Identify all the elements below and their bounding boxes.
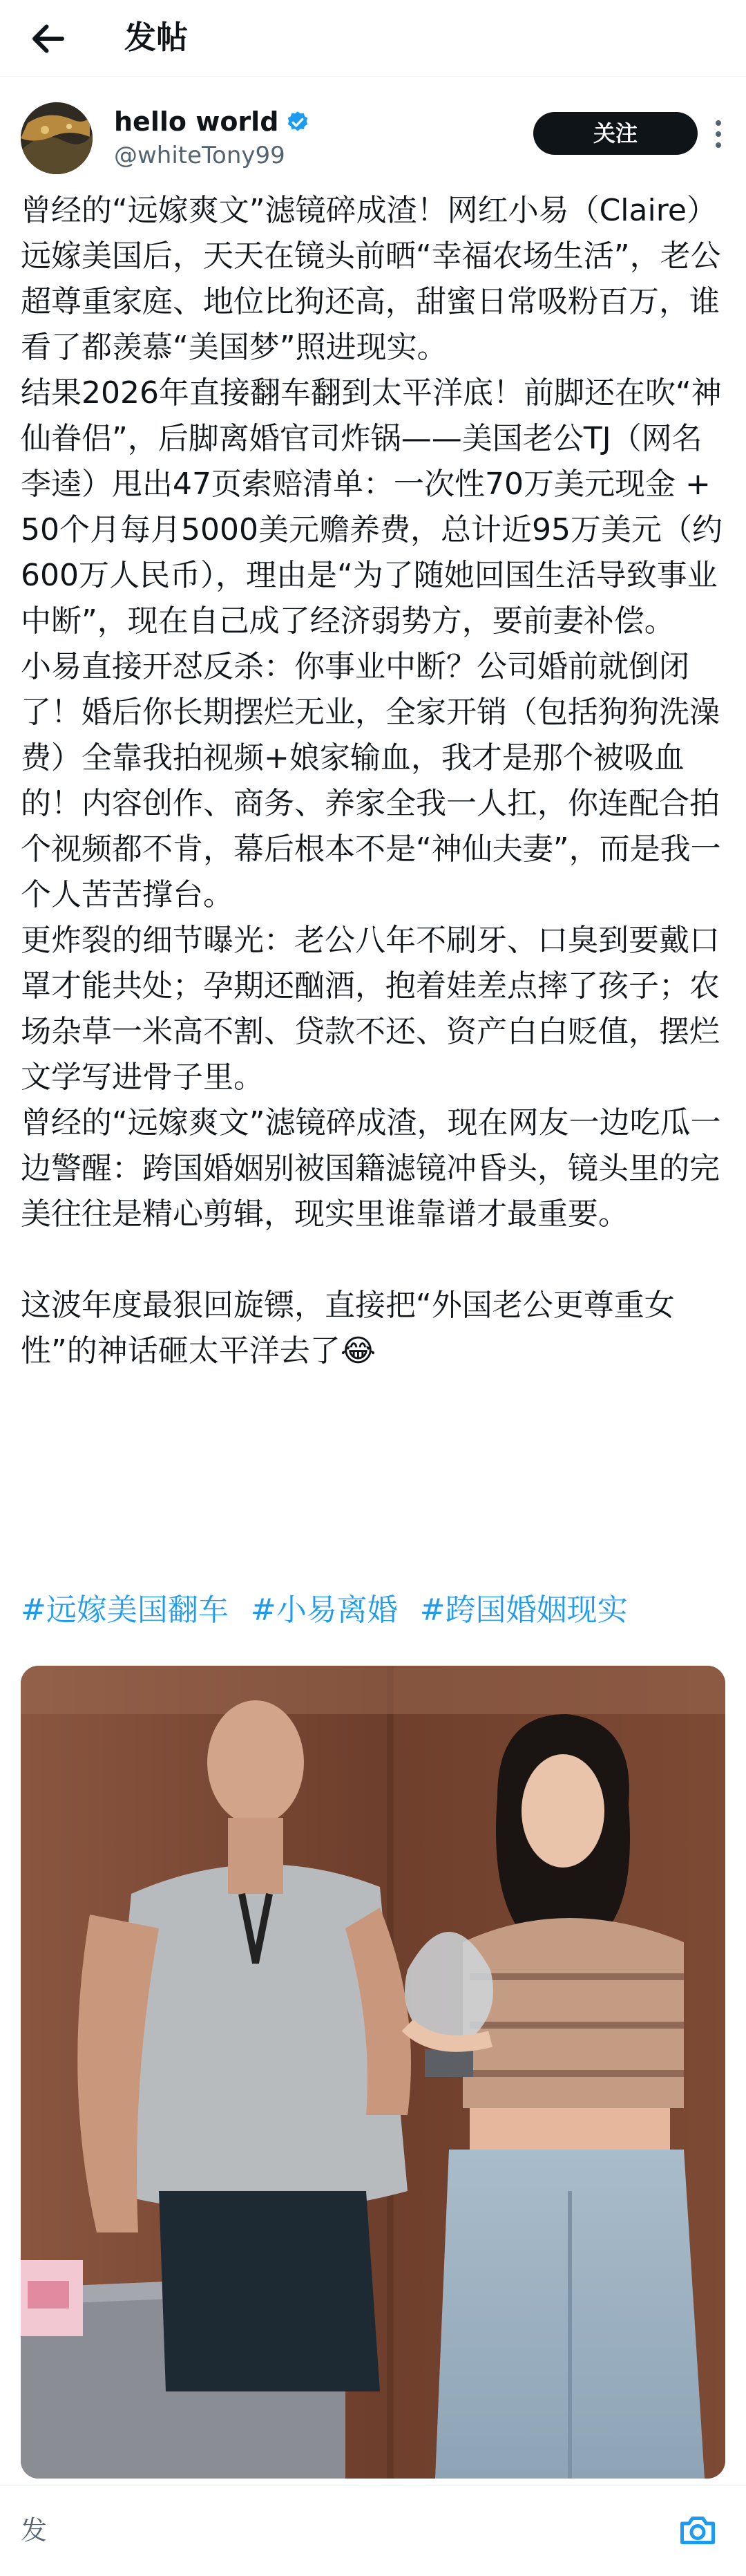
camera-icon bbox=[677, 2510, 718, 2551]
more-options-button[interactable] bbox=[705, 115, 732, 153]
post-paragraph: 曾经的“远嫁爽文”滤镜碎成渣，现在网友一边吃瓜一边警醒：跨国婚姻别被国籍滤镜冲昏头，镜头里的完美往往是精心剪辑，现实里谁靠谱才最重要。 bbox=[21, 1105, 721, 1232]
post-paragraph: 结果2026年直接翻车翻到太平洋底！前脚还在吹“神仙眷侣”，后脚离婚官司炸锅——美国老公TJ（网名李逵）甩出47页索赔清单：一次性70万美元现金 + 50个月每月5000美元赡养费，总计近95万美元（约600万人民币），理由是“为了随她回国生活导致事业中断”，现在自己成了经济弱势方，要前妻补偿。 bbox=[21, 375, 723, 639]
photo-illustration bbox=[21, 1666, 725, 2479]
post-paragraph: 曾经的“远嫁爽文”滤镜碎成渣！网红小易（Claire）远嫁美国后，天天在镜头前晒“幸福农场生活”，老公超尊重家庭、地位比狗还高，甜蜜日常吸粉百万，谁看了都羡慕“美国梦”照进现实。 bbox=[21, 193, 721, 365]
reply-placeholder: 发 bbox=[21, 2515, 48, 2546]
post-paragraph: 更炸裂的细节曝光：老公八年不刷牙、口臭到要戴口罩才能共处；孕期还酗酒，抱着娃差点摔了孩子；农场杂草一米高不割、贷款不还、资产白白贬值，摆烂文学写进骨子里。 bbox=[21, 923, 720, 1095]
avatar-image bbox=[21, 102, 93, 174]
back-arrow-icon bbox=[28, 18, 69, 59]
post-paragraph: 这波年度最狠回旋镖，直接把“外国老公更尊重女性”的神话砸太平洋去了😂 bbox=[21, 1288, 675, 1369]
post-photo[interactable] bbox=[21, 1666, 725, 2479]
back-button[interactable] bbox=[28, 18, 69, 59]
hashtag-link[interactable]: #远嫁美国翻车 bbox=[21, 1592, 229, 1628]
reply-bar bbox=[0, 2485, 746, 2576]
camera-button[interactable] bbox=[677, 2510, 718, 2551]
hashtag-list bbox=[21, 1590, 640, 1631]
page-title: 发帖 bbox=[124, 19, 188, 56]
reply-input[interactable] bbox=[21, 2503, 642, 2558]
user-handle: @whiteTony99 bbox=[114, 142, 285, 169]
hashtag-link[interactable]: #跨国婚姻现实 bbox=[419, 1592, 628, 1628]
author-row bbox=[21, 97, 725, 187]
follow-button[interactable]: 关注 bbox=[533, 112, 698, 155]
display-name-text: hello world bbox=[114, 106, 279, 137]
avatar[interactable] bbox=[21, 102, 93, 174]
more-vertical-icon bbox=[705, 115, 732, 153]
verified-badge-icon bbox=[285, 110, 310, 135]
post-paragraph: 小易直接开怼反杀：你事业中断？公司婚前就倒闭了！婚后你长期摆烂无业，全家开销（包括狗狗洗澡费）全靠我拍视频+娘家输血，我才是那个被吸血的！内容创作、商务、养家全我一人扛，你连配合拍个视频都不肯，幕后根本不是“神仙夫妻”，而是我一个人苦苦撑台。 bbox=[21, 649, 721, 912]
post-text bbox=[21, 188, 729, 1374]
display-name[interactable] bbox=[114, 105, 310, 138]
top-bar bbox=[0, 0, 746, 77]
paragraph-spacer bbox=[21, 1237, 729, 1283]
hashtag-link[interactable]: #小易离婚 bbox=[250, 1592, 398, 1628]
